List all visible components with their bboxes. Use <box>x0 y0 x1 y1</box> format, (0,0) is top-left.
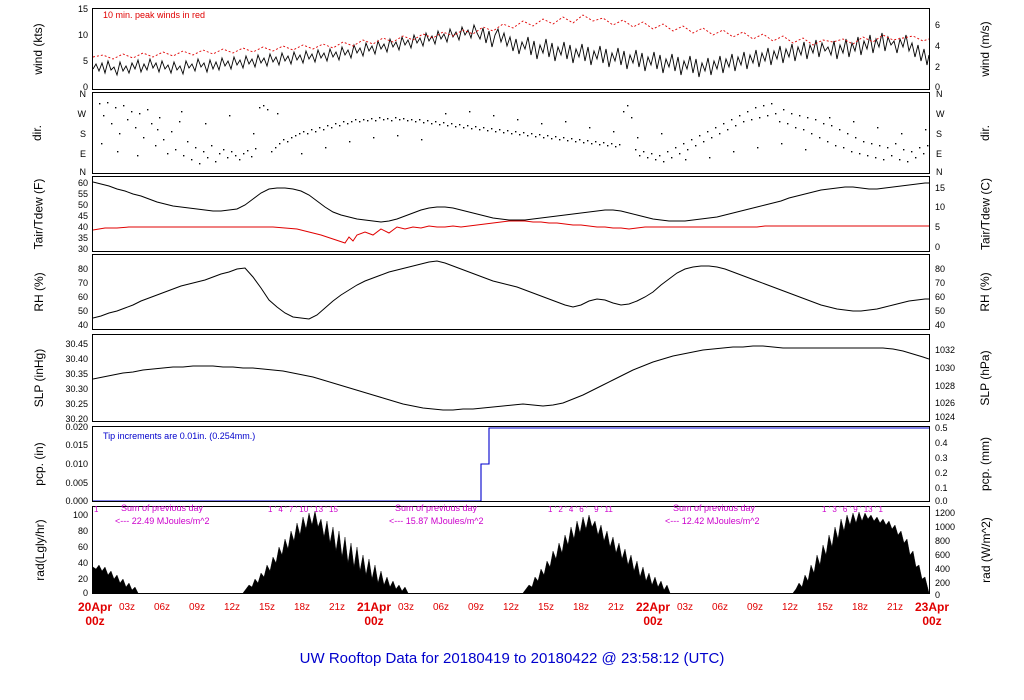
xaxis-hour-9: 09z <box>467 602 485 613</box>
pcp-ytick-l-0005: 0.005 <box>65 478 88 488</box>
wind-ytick-l-15: 15 <box>77 4 88 14</box>
temp-ytick-l-35: 35 <box>77 233 88 243</box>
xaxis-hour-15: 06z <box>711 602 729 613</box>
temp-ylabel-right: Tair/Tdew (C) <box>978 178 993 251</box>
rad-ytick-l-80: 80 <box>77 526 88 536</box>
xaxis-hour-1: 06z <box>153 602 171 613</box>
xaxis-day-2-date: 22Apr <box>635 600 670 614</box>
rh-ytick-r-80: 80 <box>935 264 946 274</box>
xaxis-day-3-date: 23Apr <box>914 600 949 614</box>
pcp-ylabel-left: pcp. (in) <box>32 442 46 486</box>
xaxis-hour-19: 18z <box>851 602 869 613</box>
xaxis-day-0-date: 20Apr <box>77 600 112 614</box>
xaxis-hour-3: 12z <box>223 602 241 613</box>
pcp-ytick-r-04: 0.4 <box>935 438 948 448</box>
dir-ylabel-right: dir. <box>978 125 992 142</box>
pcp-ylabel-right: pcp. (mm) <box>978 437 992 491</box>
dir-ytick-l-w: W <box>77 109 86 119</box>
xaxis-day-0-hour: 00z <box>85 614 105 628</box>
rh-ytick-l-80: 80 <box>77 264 88 274</box>
slp-ylabel-right: SLP (hPa) <box>978 350 992 406</box>
slp-ytick-l-3025: 30.25 <box>65 399 88 409</box>
xaxis-hour-18: 15z <box>816 602 834 613</box>
xaxis-hour-20: 21z <box>886 602 904 613</box>
xaxis-hour-4: 15z <box>258 602 276 613</box>
rad-hour-strip-4: 1 ' 3 ' 6 ' 9 ' 13 ' 1 <box>822 505 884 514</box>
rad-ytick-l-100: 100 <box>72 510 88 520</box>
temp-ytick-l-40: 40 <box>77 222 88 232</box>
rh-ytick-l-50: 50 <box>77 306 88 316</box>
rad-ytick-r-1200: 1200 <box>935 508 956 518</box>
slp-ytick-r-1030: 1030 <box>935 363 956 373</box>
xaxis-day-1-hour: 00z <box>364 614 384 628</box>
rad-note-3: Sum of previous day <box>673 503 756 513</box>
xaxis-hour-14: 03z <box>676 602 694 613</box>
xaxis-hour-13: 21z <box>607 602 625 613</box>
slp-ytick-r-1026: 1026 <box>935 398 956 408</box>
rh-ytick-r-70: 70 <box>935 278 946 288</box>
slp-ylabel-left: SLP (inHg) <box>32 348 46 408</box>
slp-ytick-r-1032: 1032 <box>935 345 956 355</box>
temp-ytick-r-15: 15 <box>935 183 946 193</box>
wind-ylabel-left: wind (kts) <box>31 23 45 75</box>
wind-plot <box>93 9 929 89</box>
rh-ytick-r-50: 50 <box>935 306 946 316</box>
pcp-ytick-r-03: 0.3 <box>935 453 948 463</box>
pcp-ytick-r-02: 0.2 <box>935 468 948 478</box>
slp-ytick-l-3045: 30.45 <box>65 339 88 349</box>
rad-ytick-r-1000: 1000 <box>935 522 956 532</box>
rad-hour-strip-1: 1 <box>94 505 99 514</box>
panel-pcp <box>92 426 930 502</box>
rad-plot <box>93 507 929 593</box>
rad-ytick-r-200: 200 <box>935 578 951 588</box>
xaxis-hour-12: 18z <box>572 602 590 613</box>
rad-ytick-r-400: 400 <box>935 564 951 574</box>
temp-plot <box>93 177 929 251</box>
wind-note: 10 min. peak winds in red <box>103 10 206 20</box>
pcp-ytick-l-0015: 0.015 <box>65 440 88 450</box>
rad-ytick-r-600: 600 <box>935 550 951 560</box>
temp-ytick-r-5: 5 <box>935 222 941 232</box>
pcp-ytick-r-05: 0.5 <box>935 423 948 433</box>
rad-ytick-l-0: 0 <box>82 588 88 598</box>
xaxis-hour-0: 03z <box>118 602 136 613</box>
panel-rh <box>92 254 930 330</box>
dir-ytick-r-n1: N <box>936 167 943 177</box>
rad-ytick-l-20: 20 <box>77 574 88 584</box>
temp-ylabel-left: Tair/Tdew (F) <box>31 178 46 250</box>
rad-ylabel-right: rad (W/m^2) <box>979 517 993 583</box>
xaxis-day-2-hour: 00z <box>643 614 663 628</box>
temp-ytick-l-55: 55 <box>77 189 88 199</box>
rad-ytick-l-40: 40 <box>77 558 88 568</box>
temp-ytick-l-30: 30 <box>77 244 88 254</box>
rad-note-1: Sum of previous day <box>121 503 204 513</box>
rh-ytick-r-60: 60 <box>935 292 946 302</box>
rad-note-2: Sum of previous day <box>395 503 478 513</box>
dir-ylabel-left: dir. <box>30 125 44 142</box>
dir-ytick-r-s: S <box>936 129 943 139</box>
rad-ytick-r-0: 0 <box>935 590 941 600</box>
panel-temp <box>92 176 930 252</box>
dir-ytick-r-n2: N <box>936 89 943 99</box>
pcp-ytick-l-0020: 0.020 <box>65 422 88 432</box>
rad-ylabel-left: rad(Lgly/hr) <box>33 519 47 581</box>
dir-ytick-r-w: W <box>936 109 945 119</box>
dir-ytick-r-e: E <box>936 149 943 159</box>
slp-ytick-r-1028: 1028 <box>935 381 956 391</box>
temp-ytick-r-10: 10 <box>935 202 946 212</box>
pcp-ytick-r-00: 0.0 <box>935 496 948 506</box>
dir-plot <box>93 93 929 173</box>
xaxis-hour-10: 12z <box>502 602 520 613</box>
panel-dir <box>92 92 930 174</box>
temp-ytick-r-0: 0 <box>935 242 941 252</box>
panel-slp <box>92 334 930 422</box>
panel-wind <box>92 8 930 90</box>
wind-ytick-r-0: 0 <box>935 82 941 92</box>
slp-ytick-l-3040: 30.40 <box>65 354 88 364</box>
rad-value-3: <--- 12.42 MJoules/m^2 <box>665 516 760 526</box>
rh-ylabel-right: RH (%) <box>978 272 992 312</box>
wind-ytick-r-2: 2 <box>935 62 941 72</box>
xaxis-hour-5: 18z <box>293 602 311 613</box>
xaxis-day-3-hour: 00z <box>922 614 942 628</box>
figure-caption: UW Rooftop Data for 20180419 to 20180422 @ 23:58:12 (UTC) <box>299 650 725 667</box>
rad-value-2: <--- 15.87 MJoules/m^2 <box>389 516 484 526</box>
temp-ytick-l-50: 50 <box>77 200 88 210</box>
wind-ytick-l-10: 10 <box>77 30 88 40</box>
xaxis-day-1-date: 21Apr <box>356 600 391 614</box>
xaxis-hour-2: 09z <box>188 602 206 613</box>
dir-ytick-l-n2: N <box>79 89 86 99</box>
pcp-note: Tip increments are 0.01in. (0.254mm.) <box>103 431 256 441</box>
panel-rad <box>92 503 930 594</box>
rad-ytick-r-800: 800 <box>935 536 951 546</box>
dir-ytick-l-n1: N <box>79 167 86 177</box>
wind-ylabel-right: wind (m/s) <box>978 21 992 77</box>
dir-ytick-l-s: S <box>79 129 86 139</box>
rh-ytick-l-60: 60 <box>77 292 88 302</box>
xaxis-hour-8: 06z <box>432 602 450 613</box>
rad-value-1: <--- 22.49 MJoules/m^2 <box>115 516 210 526</box>
rh-plot <box>93 255 929 329</box>
rh-ytick-r-40: 40 <box>935 320 946 330</box>
pcp-ytick-l-0000: 0.000 <box>65 496 88 506</box>
slp-ytick-l-3035: 30.35 <box>65 369 88 379</box>
xaxis-hour-11: 15z <box>537 602 555 613</box>
slp-ytick-l-3020: 30.20 <box>65 414 88 424</box>
slp-ytick-l-3030: 30.30 <box>65 384 88 394</box>
temp-ytick-l-60: 60 <box>77 178 88 188</box>
xaxis-hour-16: 09z <box>746 602 764 613</box>
xaxis-hour-17: 12z <box>781 602 799 613</box>
rad-hour-strip-2: 1 ' 4 ' 7 ' 10 ' 13 ' 15 <box>268 505 338 514</box>
slp-plot <box>93 335 929 421</box>
rad-ytick-l-60: 60 <box>77 542 88 552</box>
rh-ylabel-left: RH (%) <box>32 272 46 312</box>
wind-ytick-l-0: 0 <box>82 82 88 92</box>
rh-ytick-l-70: 70 <box>77 278 88 288</box>
pcp-ytick-l-0010: 0.010 <box>65 459 88 469</box>
dir-ytick-l-e: E <box>79 149 86 159</box>
wind-ytick-r-4: 4 <box>935 41 941 51</box>
wind-ytick-r-6: 6 <box>935 20 941 30</box>
temp-ytick-l-45: 45 <box>77 211 88 221</box>
xaxis-hour-6: 21z <box>328 602 346 613</box>
rad-hour-strip-3: 1 ' 2 ' 4 ' 6 ' 9 ' 11 <box>548 505 613 514</box>
slp-ytick-r-1024: 1024 <box>935 412 956 422</box>
xaxis-hour-7: 03z <box>397 602 415 613</box>
wind-ytick-l-5: 5 <box>82 56 88 66</box>
rh-ytick-l-40: 40 <box>77 320 88 330</box>
pcp-ytick-r-01: 0.1 <box>935 483 948 493</box>
